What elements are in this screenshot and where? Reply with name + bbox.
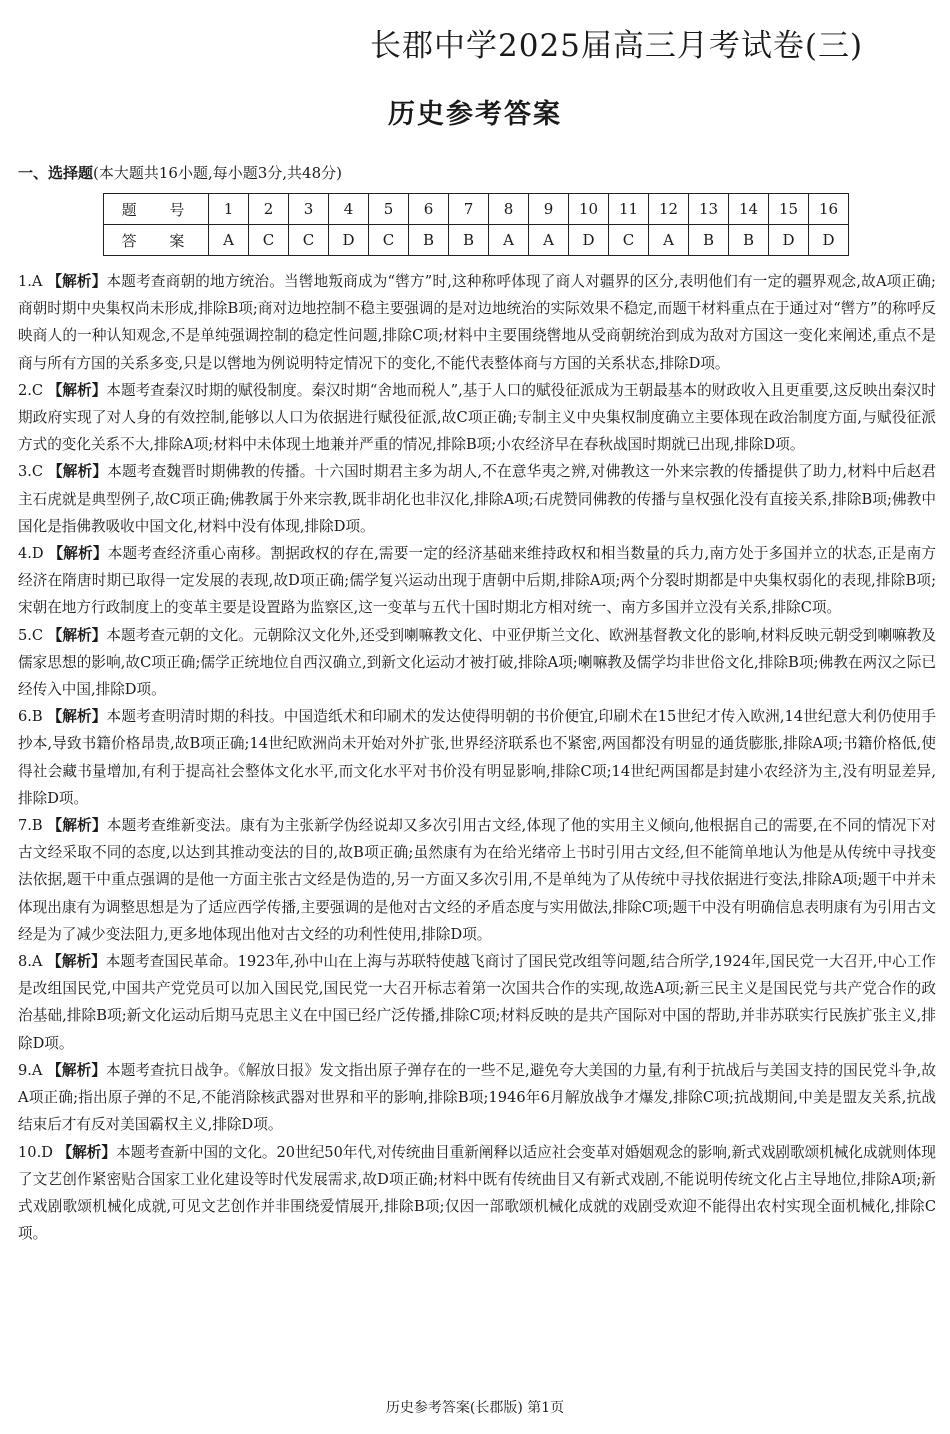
question-number: 12 [649, 194, 689, 225]
answer-cell: D [769, 225, 809, 256]
section-heading [18, 162, 342, 183]
explanation-item [18, 377, 936, 459]
analysis-label: 【解析】 [47, 708, 107, 726]
question-number: 8 [489, 194, 529, 225]
answer-cell: A [489, 225, 529, 256]
page-footer: 历史参考答案(长郡版) 第1页 [385, 1400, 565, 1416]
analysis-label: 【解析】 [47, 1061, 107, 1079]
section-note: (本大题共16小题,每小题3分,共48分) [93, 164, 342, 182]
analysis-text: 本题考查秦汉时期的赋役制度。秦汉时期“舍地而税人”,基于人口的赋役征派成为王朝最基本的财政收入且更重要,这反映出秦汉时期政府实现了对人身的有效控制,能够以人口为依据进行赋役征派,故C项正确;专制主义中央集权制度确立主要体现在政治制度方面,与赋役征派方式的变化关系不大,排除A项;材料中未体现土地兼并严重的情况,排除B项;小农经济早在春秋战国时期就已出现,排除D项。 [18, 381, 936, 454]
analysis-label: 【解析】 [57, 1143, 116, 1161]
question-number: 7 [449, 194, 489, 225]
analysis-text: 本题考查明清时期的科技。中国造纸术和印刷术的发达使得明朝的书价便宜,印刷术在15世纪才传入欧洲,14世纪意大利仍使用手抄本,导致书籍价格昂贵,故B项正确;14世纪欧洲尚未开始对外扩张,世界经济联系也不紧密,两国都没有明显的通货膨胀,排除A项;书籍价格低,使得社会藏书量增加,有利于提高社会整体文化水平,而文化水平对书价没有明显影响,排除C项;14世纪两国都是封建小农经济为主,没有明显差异,排除D项。 [18, 708, 936, 807]
answer-cell: C [609, 225, 649, 256]
answer-cell: C [369, 225, 409, 256]
question-number: 1 [209, 194, 249, 225]
explanation-item [18, 268, 936, 377]
analysis-label: 【解析】 [47, 463, 108, 481]
analysis-label: 【解析】 [47, 381, 107, 399]
analysis-text: 本题考查抗日战争。《解放日报》发文指出原子弹存在的一些不足,避免夸大美国的力量,有利于抗战后与美国支持的国民党斗争,故A项正确;指出原子弹的不足,不能消除核武器对世界和平的影响,排除B项;1946年6月解放战争才爆发,排除C项;抗战期间,中美是盟友关系,抗战结束后才有反对美国霸权主义,排除D项。 [18, 1061, 936, 1134]
answer-cell: B [729, 225, 769, 256]
item-number: 2.C [18, 381, 44, 399]
analysis-label: 【解析】 [47, 953, 106, 971]
question-number: 14 [729, 194, 769, 225]
answer-key-title: 历史参考答案 [388, 99, 562, 130]
answer-cell: D [329, 225, 369, 256]
explanation-item [18, 458, 936, 540]
explanations [18, 268, 936, 1247]
question-number-row [104, 194, 849, 225]
analysis-text: 本题考查元朝的文化。元朝除汉文化外,还受到喇嘛教文化、中亚伊斯兰文化、欧洲基督教文化的影响,材料反映元朝受到喇嘛教及儒家思想的影响,故C项正确;儒学正统地位自西汉确立,到新文化运动才被打破,排除A项;喇嘛教及儒学均非世俗文化,排除B项;佛教在两汉之际已经传入中国,排除D项。 [18, 626, 936, 699]
question-number: 15 [769, 194, 809, 225]
analysis-label: 【解析】 [47, 273, 107, 290]
question-number: 10 [569, 194, 609, 225]
explanation-item [18, 948, 936, 1057]
analysis-label: 【解析】 [48, 545, 108, 563]
analysis-text: 本题考查商朝的地方统治。当辔地叛商成为“辔方”时,这种称呼体现了商人对疆界的区分,表明他们有一定的疆界观念,故A项正确;商朝时期中央集权尚未形成,排除B项;商对边地控制不稳主要强调的是对边地统治的实际效果不稳定,而题干材料重点在于通过对“辔方”的称呼反映商人的一种认知观念,不是单纯强调控制的稳定性问题,排除C项;材料中主要围绕辔地从受商朝统治到成为敌对方国这一变化来阐述,重点不是商与所有方国的关系多变,只是以辔地为例说明特定情况下的变化,不能代表整体商与方国的关系状态,排除D项。 [18, 273, 936, 372]
analysis-label: 【解析】 [47, 817, 107, 835]
analysis-text: 本题考查新中国的文化。20世纪50年代,对传统曲目重新阐释以适应社会变革对婚姻观念的影响,新式戏剧歌颂机械化成就则体现了文艺创作紧密贴合国家工业化建设等时代发展需求,故D项正确;材料中既有传统曲目又有新式戏剧,不能说明传统文化占主导地位,排除A项;新式戏剧歌颂机械化成就,可见文艺创作并非围绕爱情展开,排除B项;仅因一部歌颂机械化成就的戏剧受欢迎不能得出农村实现全面机械化,排除C项。 [18, 1143, 936, 1243]
analysis-text: 本题考查维新变法。康有为主张新学伪经说却又多次引用古文经,体现了他的实用主义倾向,他根据自己的需要,在不同的情况下对古文经采取不同的态度,以达到其推动变法的目的,故B项正确;虽然康有为在给光绪帝上书时引用古文经,但不能简单地认为他是从传统中寻找变法依据,题干中重点强调的是他一方面主张古文经是伪造的,另一方面又多次引用,不是单纯为了从传统中寻找依据进行变法,排除A项;题干中并未体现出康有为调整思想是为了适应西学传播,主要强调的是他对古文经的矛盾态度与实用做法,排除C项;题干中没有明确信息表明康有为引用古文经是为了减少变法阻力,更多地体现出他对古文经的功利性使用,排除D项。 [18, 817, 937, 943]
question-number: 16 [809, 194, 849, 225]
explanation-item [18, 540, 936, 622]
explanation-item [18, 1139, 936, 1248]
item-number: 6.B [18, 708, 43, 726]
explanation-item [18, 812, 936, 948]
row-label: 题 号 [104, 194, 209, 225]
answer-cell: A [209, 225, 249, 256]
item-number: 1.A [18, 273, 43, 290]
item-number: 5.C [18, 626, 44, 644]
section-label: 一、选择题 [18, 164, 94, 182]
item-number: 3.C [18, 463, 44, 481]
answer-row [104, 225, 849, 256]
analysis-text: 本题考查魏晋时期佛教的传播。十六国时期君主多为胡人,不在意华夷之辨,对佛教这一外来宗教的传播提供了助力,材料中后赵君主石虎就是典型例子,故C项正确;佛教属于外来宗教,既非胡化也非汉化,排除A项;石虎赞同佛教的传播与皇权强化没有直接关系,排除B项;佛教中国化是指佛教吸收中国文化,材料中没有体现,排除D项。 [18, 463, 936, 535]
answer-cell: C [289, 225, 329, 256]
answer-cell: A [529, 225, 569, 256]
explanation-item [18, 622, 936, 704]
explanation-item [18, 1057, 936, 1139]
answer-cell: D [809, 225, 849, 256]
question-number: 11 [609, 194, 649, 225]
item-number: 8.A [18, 953, 43, 971]
exam-title: 长郡中学2025届高三月考试卷(三) [370, 28, 864, 64]
item-number: 7.B [18, 817, 43, 835]
explanation-item [18, 703, 936, 812]
item-number: 10.D [18, 1143, 53, 1161]
answer-cell: A [649, 225, 689, 256]
question-number: 4 [329, 194, 369, 225]
question-number: 5 [369, 194, 409, 225]
question-number: 3 [289, 194, 329, 225]
question-number: 9 [529, 194, 569, 225]
answer-cell: B [449, 225, 489, 256]
answer-cell: B [409, 225, 449, 256]
question-number: 6 [409, 194, 449, 225]
answer-cell: B [689, 225, 729, 256]
question-number: 2 [249, 194, 289, 225]
question-number: 13 [689, 194, 729, 225]
answer-table [103, 193, 849, 256]
item-number: 4.D [18, 545, 44, 563]
answer-cell: D [569, 225, 609, 256]
answer-cell: C [249, 225, 289, 256]
analysis-label: 【解析】 [47, 626, 107, 644]
analysis-text: 本题考查国民革命。1923年,孙中山在上海与苏联特使越飞商讨了国民党改组等问题,结合所学,1924年,国民党一大召开,中心工作是改组国民党,中国共产党党员可以加入国民党,国民党一大召开标志着第一次国共合作的实现,故选A项;新三民主义是国民党与共产党合作的政治基础,排除B项;新文化运动后期马克思主义在中国已经广泛传播,排除C项;材料反映的是共产国际对中国的帮助,并非苏联实行民族扩张主义,排除D项。 [18, 953, 936, 1052]
item-number: 9.A [18, 1061, 43, 1079]
analysis-text: 本题考查经济重心南移。割据政权的存在,需要一定的经济基础来维持政权和相当数量的兵力,南方处于多国并立的状态,正是南方经济在隋唐时期已取得一定发展的表现,故D项正确;儒学复兴运动出现于唐朝中后期,排除A项;两个分裂时期都是中央集权弱化的表现,排除B项;宋朝在地方行政制度上的变革主要是设置路为监察区,这一变革与五代十国时期北方相对统一、南方多国并立没有关系,排除C项。 [18, 545, 937, 617]
row-label: 答 案 [104, 225, 209, 256]
